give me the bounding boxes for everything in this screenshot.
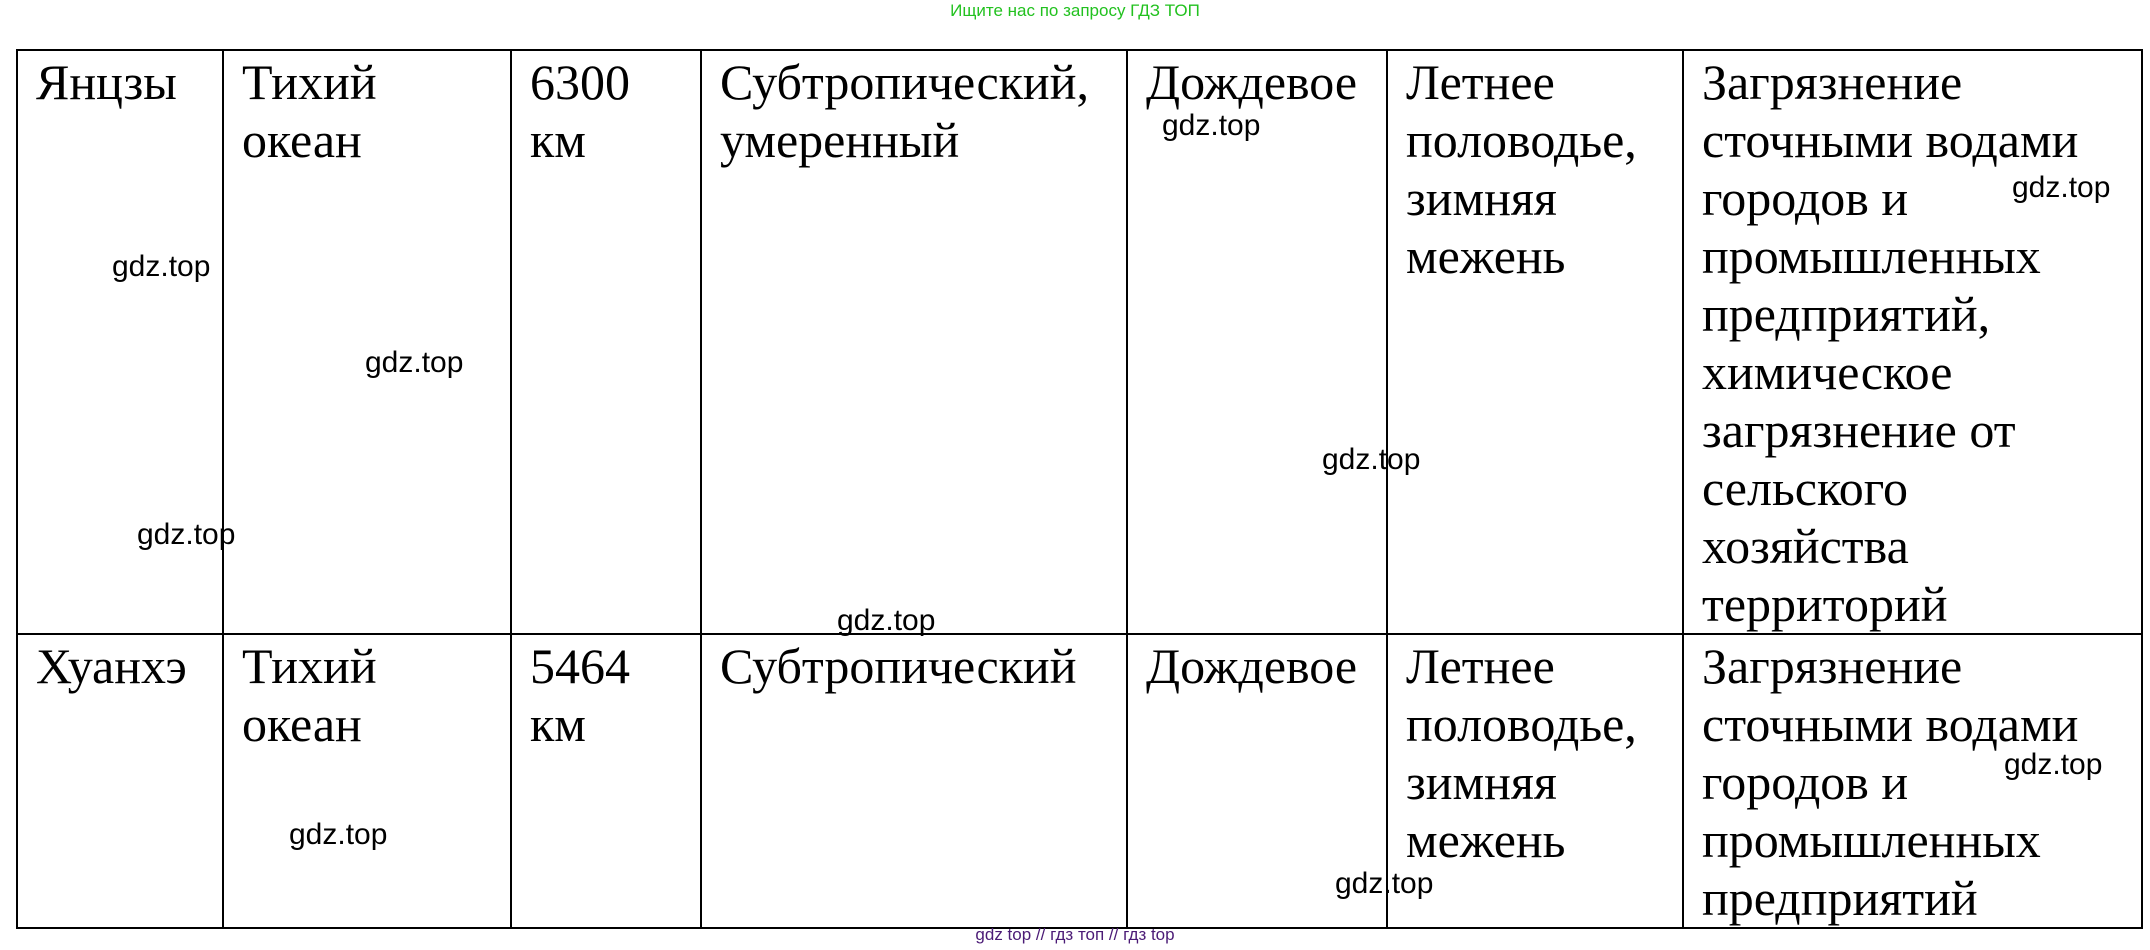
footer-site-links: gdz top // гдз топ // гдз top <box>975 925 1175 944</box>
watermark: gdz.top <box>1322 443 1421 476</box>
ocean-basin-cell: Тихий океан <box>223 50 511 634</box>
ecology-problems-cell: Загрязнение сточными водами городов и промышленных предприятий, химическое загрязнение от сельского хозяйства территорий <box>1683 50 2142 634</box>
header-search-hint: Ищите нас по запросу ГДЗ ТОП <box>950 1 1200 20</box>
water-regime-cell: Летнее половодье, зимняя межень <box>1387 634 1683 928</box>
table-row <box>17 50 2142 634</box>
watermark: gdz.top <box>1335 867 1434 900</box>
ocean-basin-cell: Тихий океан <box>223 634 511 928</box>
table-row <box>17 634 2142 928</box>
river-name-cell: Хуанхэ <box>17 634 223 928</box>
river-name-cell: Янцзы <box>17 50 223 634</box>
water-regime-cell: Летнее половодье, зимняя межень <box>1387 50 1683 634</box>
watermark: gdz.top <box>837 604 936 637</box>
rivers-table <box>16 49 2143 929</box>
watermark: gdz.top <box>289 818 388 851</box>
watermark: gdz.top <box>1162 109 1261 142</box>
watermark: gdz.top <box>2004 748 2103 781</box>
watermark: gdz.top <box>137 518 236 551</box>
watermark: gdz.top <box>2012 171 2111 204</box>
watermark: gdz.top <box>365 346 464 379</box>
feed-type-cell: Дождевое <box>1127 634 1387 928</box>
watermark: gdz.top <box>112 250 211 283</box>
feed-type-cell: Дождевое <box>1127 50 1387 634</box>
ecology-problems-cell: Загрязнение сточными водами городов и промышленных предприятий <box>1683 634 2142 928</box>
climate-cell: Субтропический, умеренный <box>701 50 1127 634</box>
river-length-cell: 5464 км <box>511 634 701 928</box>
river-length-cell: 6300 км <box>511 50 701 634</box>
climate-cell: Субтропический <box>701 634 1127 928</box>
